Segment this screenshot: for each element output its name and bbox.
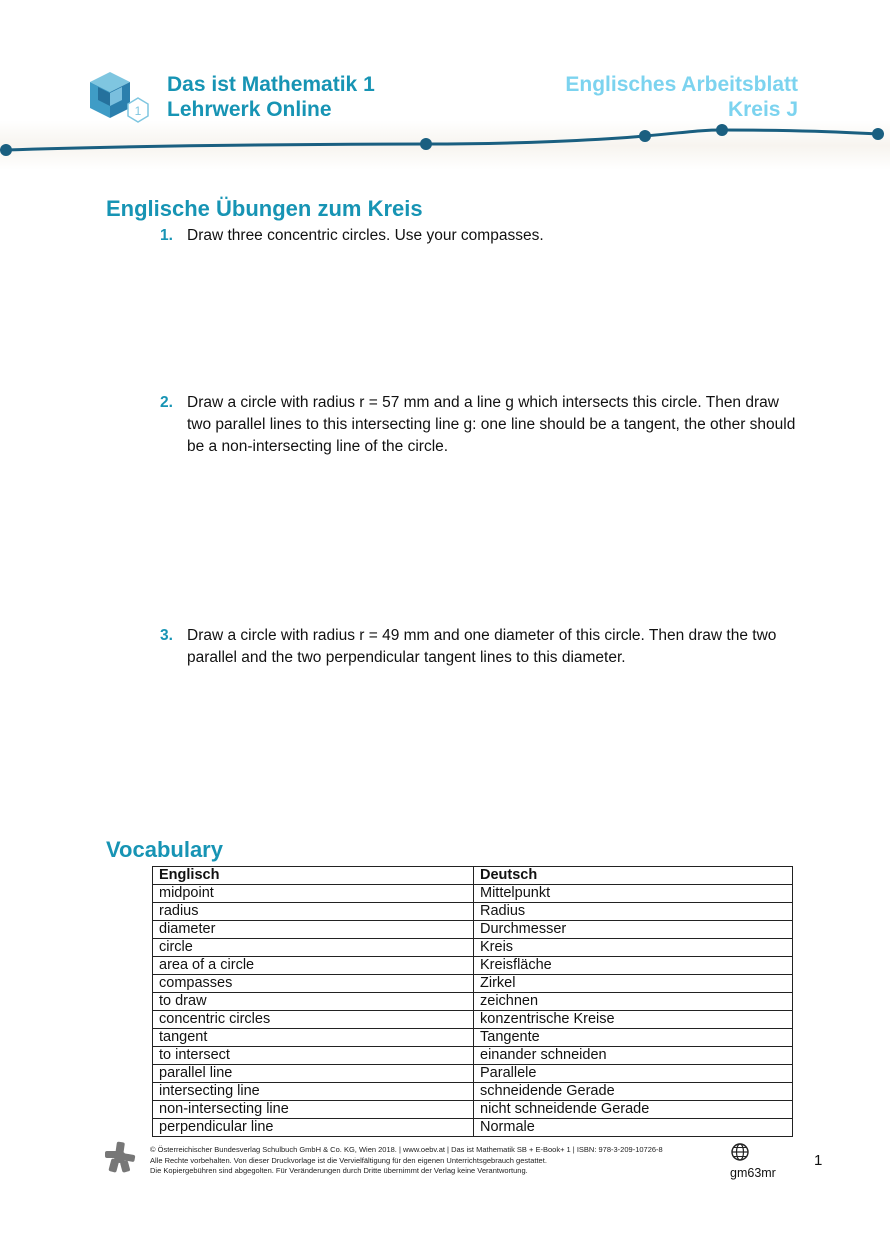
page-number: 1: [814, 1152, 823, 1169]
english-term: concentric circles: [153, 1011, 474, 1029]
german-term: Kreisfläche: [474, 957, 793, 975]
english-term: tangent: [153, 1029, 474, 1047]
brand-line-2: Lehrwerk Online: [167, 98, 332, 121]
english-term: radius: [153, 903, 474, 921]
brand-line-1: Das ist Mathematik 1: [167, 73, 375, 96]
table-row: [153, 903, 793, 921]
exercise-number: 3.: [160, 627, 173, 644]
wave-dot: [639, 130, 651, 142]
exercise-1: [160, 225, 800, 247]
english-term: compasses: [153, 975, 474, 993]
header-wave-line: [0, 118, 890, 163]
table-row: [153, 921, 793, 939]
copyright-line-2: Alle Rechte vorbehalten. Von dieser Druckvorlage ist die Vervielfältigung für den eigenen Unterrichtsgebrauch gestattet.: [150, 1155, 547, 1165]
exercise-number: 1.: [160, 227, 173, 244]
english-term: to intersect: [153, 1047, 474, 1065]
logo-badge: 1: [134, 104, 142, 118]
vocabulary-table: [152, 866, 793, 1137]
english-term: midpoint: [153, 885, 474, 903]
exercise-number: 2.: [160, 394, 173, 411]
exercises-title: Englische Übungen zum Kreis: [106, 196, 423, 221]
table-row: [153, 1029, 793, 1047]
german-term: schneidende Gerade: [474, 1083, 793, 1101]
copyright-line-1: © Österreichischer Bundesverlag Schulbuch GmbH & Co. KG, Wien 2018. | www.oebv.at | Das ist Mathematik SB + E-Book+ 1 | ISBN: 978-3-209-10726-8: [150, 1145, 663, 1154]
german-term: einander schneiden: [474, 1047, 793, 1065]
copyright-notice: [150, 1145, 710, 1177]
german-term: Mittelpunkt: [474, 885, 793, 903]
table-row: [153, 939, 793, 957]
table-row: [153, 1083, 793, 1101]
globe-icon: [730, 1142, 750, 1162]
table-row: [153, 957, 793, 975]
wave-dot: [872, 128, 884, 140]
column-header-english: Englisch: [153, 867, 474, 885]
worksheet-line-2: Kreis J: [727, 98, 798, 121]
german-term: Kreis: [474, 939, 793, 957]
wave-dot: [420, 138, 432, 150]
table-row: [153, 1011, 793, 1029]
german-term: Radius: [474, 903, 793, 921]
wave-dot: [0, 144, 12, 156]
table-row: [153, 1101, 793, 1119]
online-code: gm63mr: [730, 1166, 776, 1180]
german-term: Zirkel: [474, 975, 793, 993]
table-row: [153, 1119, 793, 1137]
copyright-line-3: Die Kopiergebühren sind abgegolten. Für Veränderungen durch Dritte übernimmt der Verlag keine Verantwortung.: [150, 1166, 528, 1175]
vocabulary-title: Vocabulary: [106, 837, 223, 862]
german-term: Parallele: [474, 1065, 793, 1083]
exercise-text: Draw a circle with radius r = 49 mm and one diameter of this circle. Then draw the two parallel and the two perpendicular tangent lines to this diameter.: [187, 627, 777, 666]
german-term: nicht schneidende Gerade: [474, 1101, 793, 1119]
worksheet-title: [565, 72, 798, 122]
column-header-german: Deutsch: [474, 867, 793, 885]
exercise-2: [160, 392, 800, 458]
exercise-text: Draw a circle with radius r = 57 mm and a line g which intersects this circle. Then draw two parallel lines to this intersecting line g: one line should be a tangent, the other should be a non-intersecting line of the circle.: [187, 394, 796, 455]
english-term: circle: [153, 939, 474, 957]
german-term: konzentrische Kreise: [474, 1011, 793, 1029]
english-term: parallel line: [153, 1065, 474, 1083]
brand-title: [167, 72, 375, 122]
german-term: Durchmesser: [474, 921, 793, 939]
english-term: non-intersecting line: [153, 1101, 474, 1119]
worksheet-line-1: Englisches Arbeitsblatt: [565, 73, 798, 96]
table-header-row: [153, 867, 793, 885]
publisher-logo-icon: [104, 1141, 136, 1173]
english-term: perpendicular line: [153, 1119, 474, 1137]
exercise-text: Draw three concentric circles. Use your compasses.: [187, 227, 544, 244]
english-term: intersecting line: [153, 1083, 474, 1101]
table-row: [153, 885, 793, 903]
table-row: [153, 975, 793, 993]
exercise-3: [160, 625, 800, 669]
wave-dot: [716, 124, 728, 136]
english-term: diameter: [153, 921, 474, 939]
german-term: Tangente: [474, 1029, 793, 1047]
table-row: [153, 993, 793, 1011]
english-term: to draw: [153, 993, 474, 1011]
table-row: [153, 1065, 793, 1083]
english-term: area of a circle: [153, 957, 474, 975]
german-term: zeichnen: [474, 993, 793, 1011]
german-term: Normale: [474, 1119, 793, 1137]
table-row: [153, 1047, 793, 1065]
